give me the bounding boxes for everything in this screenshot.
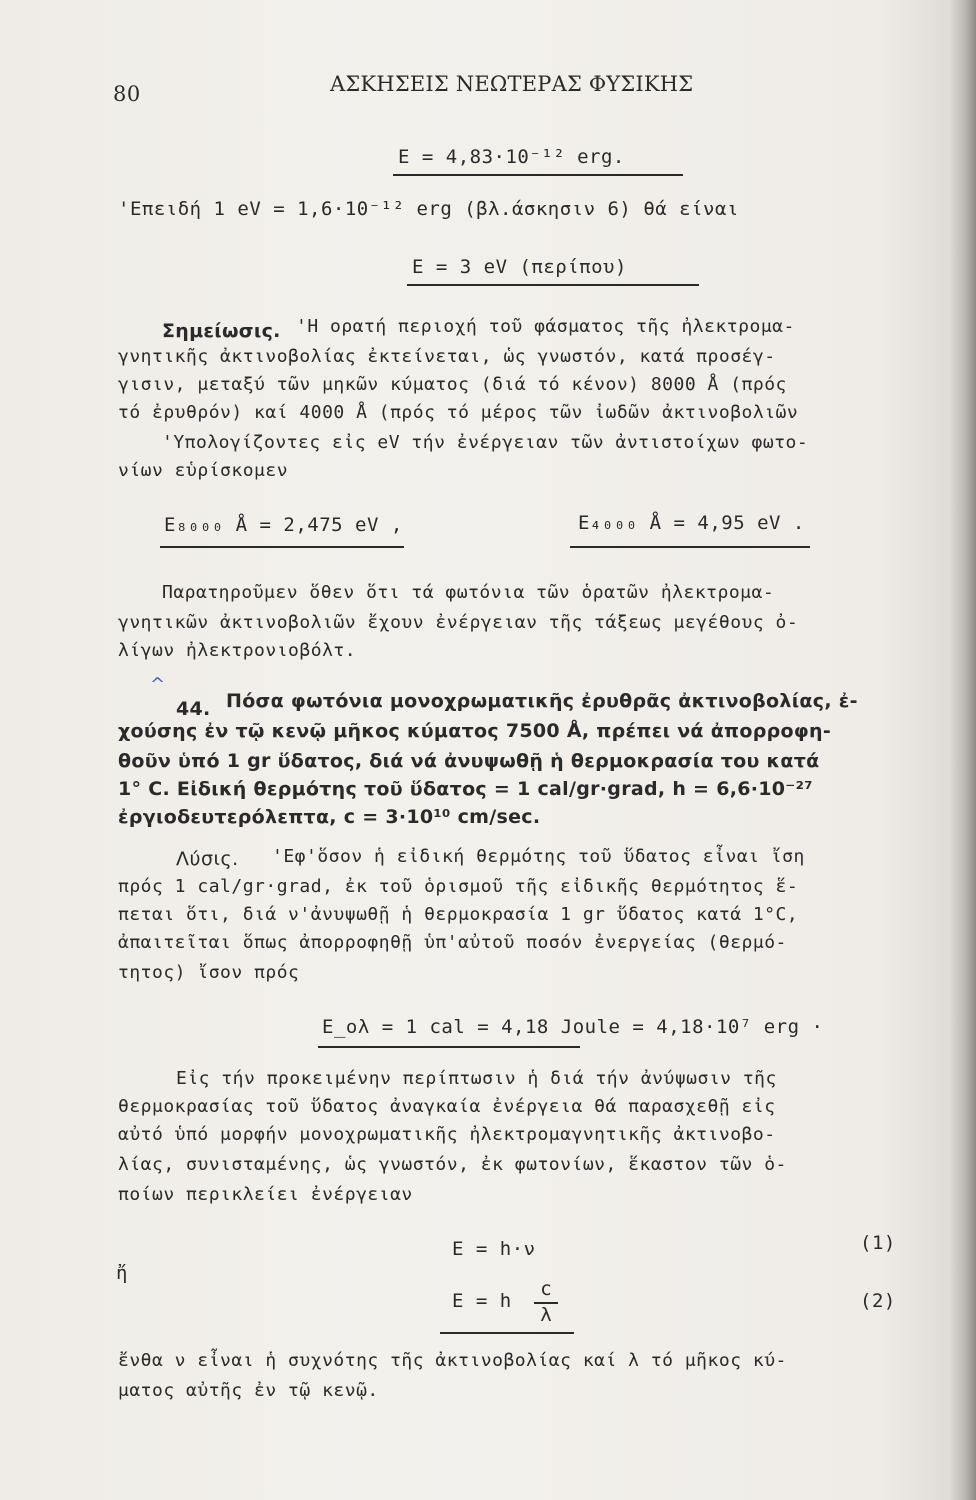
equation-underline: [393, 174, 683, 176]
equation-total-energy: E_ολ = 1 cal = 4,18 Joule = 4,18·10⁷ erg ·: [322, 1016, 824, 1038]
text-line: 'Η ορατή περιοχή τοῦ φάσματος τῆς ἠλεκτρομα-: [296, 316, 795, 337]
text-line: γνητικῶν ἀκτινοβολιῶν ἔχουν ἐνέργειαν τῆς τάξεως μεγέθους ὀ-: [118, 612, 799, 633]
text-line: πεται ὅτι, διά ν'ἀνυψωθῇ ἡ θερμοκρασία 1 gr ὕδατος κατά 1°C,: [118, 904, 799, 925]
equation-energy-erg: E = 4,83·10⁻¹² erg.: [398, 146, 625, 168]
text-line: αὐτό ὑπό μορφήν μονοχρωματικῆς ἠλεκτρομαγνητικῆς ἀκτινοβο-: [118, 1124, 776, 1145]
text-line: νίων εὑρίσκομεν: [118, 460, 289, 481]
text-line: 'Εφ'ὅσον ἡ εἰδική θερμότης τοῦ ὕδατος εἶναι ἴση: [272, 846, 805, 867]
equation-energy-ev: E = 3 eV (περίπου): [412, 256, 627, 278]
equation-underline: [407, 284, 699, 286]
text-line: τό ἐρυθρόν) καί 4000 Å (πρός τό μέρος τῶν ἰωδῶν ἀκτινοβολιῶν: [118, 402, 799, 423]
exercise-text-line: χούσης ἐν τῷ κενῷ μῆκος κύματος 7500 Å, πρέπει νά ἀπορροφη-: [118, 720, 832, 742]
running-title: ΑΣΚΗΣΕΙΣ ΝΕΩΤΕΡΑΣ ΦΥΣΙΚΗΣ: [330, 72, 694, 96]
equation-underline: [440, 1332, 574, 1334]
text-line: τητος) ἴσον πρός: [118, 962, 300, 983]
equation-2-numerator: c: [540, 1278, 552, 1300]
equation-1: E = h·ν: [452, 1238, 536, 1260]
equation-2-lhs: E = h: [452, 1290, 512, 1312]
equation-2-denominator: λ: [540, 1304, 552, 1326]
equation-2-tag: (2): [860, 1290, 896, 1312]
equation-e4000: E₄₀₀₀ Å = 4,95 eV .: [578, 512, 805, 534]
text-line: γνητικῆς ἀκτινοβολίας ἐκτείνεται, ὡς γνωστόν, κατά προσέγ-: [118, 346, 776, 367]
page-number: 80: [113, 82, 141, 106]
equation-underline: [570, 546, 810, 548]
text-line: ποίων περικλείει ἐνέργειαν: [118, 1184, 413, 1205]
text-line: λίας, συνισταμένης, ὡς γνωστόν, ἐκ φωτονίων, ἕκαστον τῶν ὁ-: [118, 1154, 787, 1175]
text-line: ματος αὐτῆς ἐν τῷ κενῷ.: [118, 1380, 379, 1401]
text-line: Εἰς τήν προκειμένην περίπτωσιν ἡ διά τήν ἀνύψωσιν τῆς: [176, 1068, 777, 1089]
exercise-text-line: θοῦν ὑπό 1 gr ὕδατος, διά νά ἀνυψωθῇ ἡ θερμοκρασία του κατά: [118, 750, 820, 772]
pencil-mark-icon: ^: [150, 674, 166, 695]
text-line: ἀπαιτεῖται ὅπως ἀπορροφηθῇ ὑπ'αὐτοῦ ποσόν ἐνεργείας (θερμό-: [118, 932, 787, 953]
solution-label: Λύσις.: [176, 848, 239, 870]
note-label: Σημείωσις.: [162, 320, 281, 342]
text-line: 'Επειδή 1 eV = 1,6·10⁻¹² erg (βλ.άσκησιν 6) θά είναι: [118, 198, 739, 220]
exercise-text-line: 1° C. Εἰδική θερμότης τοῦ ὕδατος = 1 cal/gr·grad, h = 6,6·10⁻²⁷: [118, 778, 813, 800]
equation-underline: [160, 546, 404, 548]
equation-underline: [318, 1046, 580, 1048]
text-line: γισιν, μεταξύ τῶν μηκῶν κύματος (διά τό κένον) 8000 Å (πρός: [118, 374, 787, 395]
book-spine-shadow: [948, 0, 976, 1500]
exercise-text-line: ἐργιοδευτερόλεπτα, c = 3·10¹⁰ cm/sec.: [118, 806, 541, 828]
equation-1-tag: (1): [860, 1232, 896, 1254]
equation-e8000: E₈₀₀₀ Å = 2,475 eV ,: [164, 514, 403, 536]
text-line: ἔνθα ν εἶναι ἡ συχνότης τῆς ἀκτινοβολίας καί λ τό μῆκος κύ-: [118, 1350, 787, 1371]
text-line: 'Υπολογίζοντες εἰς eV τήν ἐνέργειαν τῶν ἀντιστοίχων φωτο-: [162, 432, 809, 453]
text-line: θερμοκρασίας τοῦ ὕδατος ἀναγκαία ἐνέργεια θά παρασχεθῇ εἰς: [118, 1096, 776, 1117]
or-word: ἤ: [116, 1262, 128, 1284]
text-line: λίγων ἠλεκτρονιοβόλτ.: [118, 640, 357, 661]
text-line: Παρατηροῦμεν ὅθεν ὅτι τά φωτόνια τῶν ὁρατῶν ἠλεκτρομα-: [162, 582, 775, 603]
exercise-number: 44.: [176, 698, 211, 720]
text-line: πρός 1 cal/gr·grad, ἐκ τοῦ ὁρισμοῦ τῆς εἰδικῆς θερμότητος ἕ-: [118, 876, 799, 897]
exercise-text-line: Πόσα φωτόνια μονοχρωματικῆς ἐρυθρᾶς ἀκτινοβολίας, ἐ-: [226, 690, 858, 712]
